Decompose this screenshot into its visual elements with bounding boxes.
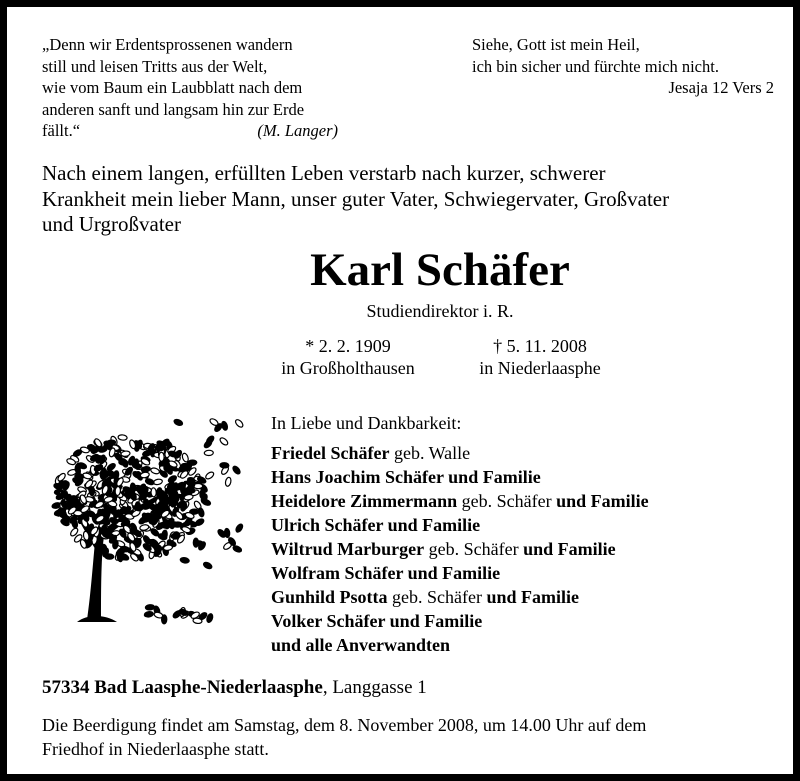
address xyxy=(42,677,427,699)
leaf-icon xyxy=(201,498,211,506)
mourner-name: Wolfram Schäfer und Familie xyxy=(271,563,501,583)
quote-line: anderen sanft und langsam hin zur Erde xyxy=(42,99,305,119)
leaf-icon xyxy=(219,436,229,446)
leaf-icon xyxy=(89,487,95,496)
quote-line: wie vom Baum ein Laubblatt nach dem xyxy=(42,78,303,97)
mourner-name: Volker Schäfer und Familie xyxy=(271,611,483,631)
leaf-icon xyxy=(160,496,165,505)
leaf-icon xyxy=(200,489,206,498)
tree-illustration-icon xyxy=(35,402,245,627)
mourner-row xyxy=(271,465,649,489)
leaf-icon xyxy=(115,486,121,495)
leaf-icon xyxy=(172,482,178,492)
leaf-icon xyxy=(188,460,197,466)
mourner-name: Ulrich Schäfer und Familie xyxy=(271,515,481,535)
funeral-line: Die Beerdigung findet am Samstag, dem 8. November 2008, um 14.00 Uhr auf dem xyxy=(42,715,647,735)
deceased-title: Studiendirektor i. R. xyxy=(366,301,514,321)
quote-author: (M. Langer) xyxy=(257,121,338,140)
intro-text xyxy=(42,161,669,238)
funeral-info xyxy=(42,713,646,761)
mourner-name: Gunhild Psotta xyxy=(271,587,388,607)
leaf-icon xyxy=(203,561,213,570)
obituary-notice xyxy=(7,7,793,774)
leaf-icon xyxy=(225,477,232,487)
address-street: , Langgasse 1 xyxy=(322,677,427,698)
mourner-name: Friedel Schäfer xyxy=(271,443,390,463)
mourner-suffix: und Familie xyxy=(556,491,649,511)
leaf-icon xyxy=(174,510,184,520)
leaf-icon xyxy=(180,557,190,564)
death-place: in Niederlaasphe xyxy=(479,358,601,378)
leaf-icon xyxy=(205,471,215,480)
leaf-icon xyxy=(220,462,229,468)
mourner-name: Heidelore Zimmermann xyxy=(271,491,458,511)
funeral-line: Friedhof in Niederlaasphe statt. xyxy=(42,739,269,759)
leaf-icon xyxy=(173,418,183,426)
leaf-icon xyxy=(204,450,213,456)
quote-line: ich bin sicher und fürchte mich nicht. xyxy=(472,56,719,76)
leaf-icon xyxy=(105,554,114,560)
quote-line: Siehe, Gott ist mein Heil, xyxy=(472,35,640,54)
death-info xyxy=(469,335,611,379)
deceased-name: Karl Schäfer xyxy=(310,244,570,296)
leaf-icon xyxy=(235,523,244,533)
leaf-icon xyxy=(75,474,84,480)
mourner-name: Wiltrud Marburger xyxy=(271,539,425,559)
quote-line: „Denn wir Erdentsprossenen wandern xyxy=(42,35,293,54)
leaf-icon xyxy=(209,417,219,426)
mourner-row xyxy=(271,633,649,657)
mourner-row xyxy=(271,561,649,585)
quote-left xyxy=(42,34,338,142)
birth-date: 2. 2. 1909 xyxy=(318,336,391,356)
birth-symbol: * xyxy=(305,336,315,356)
birth-info xyxy=(271,335,425,379)
mourners-heading: In Liebe und Dankbarkeit: xyxy=(271,413,462,433)
leaf-icon xyxy=(150,467,160,475)
quote-line: fällt.“ xyxy=(42,121,81,140)
mourner-row xyxy=(271,489,649,513)
leaf-icon xyxy=(118,434,127,440)
death-date: 5. 11. 2008 xyxy=(506,336,587,356)
intro-line: Krankheit mein lieber Mann, unser guter Vater, Schwiegervater, Großvater xyxy=(42,186,670,211)
leaf-icon xyxy=(145,604,154,610)
intro-line: und Urgroßvater xyxy=(42,212,181,236)
mourner-row xyxy=(271,585,649,609)
mourner-note: geb. Walle xyxy=(389,443,471,463)
quote-right xyxy=(472,34,774,99)
leaf-icon xyxy=(72,449,82,458)
mourner-name: Hans Joachim Schäfer und Familie xyxy=(271,467,541,487)
leaf-icon xyxy=(195,518,205,527)
birth-place: in Großholthausen xyxy=(281,358,415,378)
mourner-note: geb. Schäfer xyxy=(387,587,487,607)
mourner-note: geb. Schäfer xyxy=(457,491,557,511)
mourner-row xyxy=(271,513,649,537)
mourners-list xyxy=(271,441,649,657)
quote-line: still und leisen Tritts aus der Welt, xyxy=(42,56,268,76)
leaf-icon xyxy=(173,522,182,527)
leaf-icon xyxy=(145,478,155,486)
leaf-icon xyxy=(197,507,204,517)
mourner-row xyxy=(271,441,649,465)
leaf-icon xyxy=(159,452,165,461)
quote-source: Jesaja 12 Vers 2 xyxy=(668,78,774,97)
leaf-icon xyxy=(135,502,141,511)
mourner-suffix: und Familie xyxy=(523,539,616,559)
leaf-icon xyxy=(161,615,167,624)
address-city: 57334 Bad Laasphe-Niederlaasphe xyxy=(42,677,323,698)
leaf-icon xyxy=(232,465,242,475)
leaf-icon xyxy=(234,418,244,428)
intro-line: Nach einem langen, erfüllten Leben verstarb nach kurzer, schwerer xyxy=(42,161,606,185)
mourner-note: geb. Schäfer xyxy=(424,539,524,559)
leaf-icon xyxy=(203,439,213,449)
mourner-row xyxy=(271,609,649,633)
leaf-icon xyxy=(144,611,154,618)
mourner-name: und alle Anverwandten xyxy=(271,635,451,655)
death-symbol: † xyxy=(493,336,503,356)
mourner-suffix: und Familie xyxy=(486,587,580,607)
mourner-row xyxy=(271,537,649,561)
leaf-icon xyxy=(121,450,131,456)
